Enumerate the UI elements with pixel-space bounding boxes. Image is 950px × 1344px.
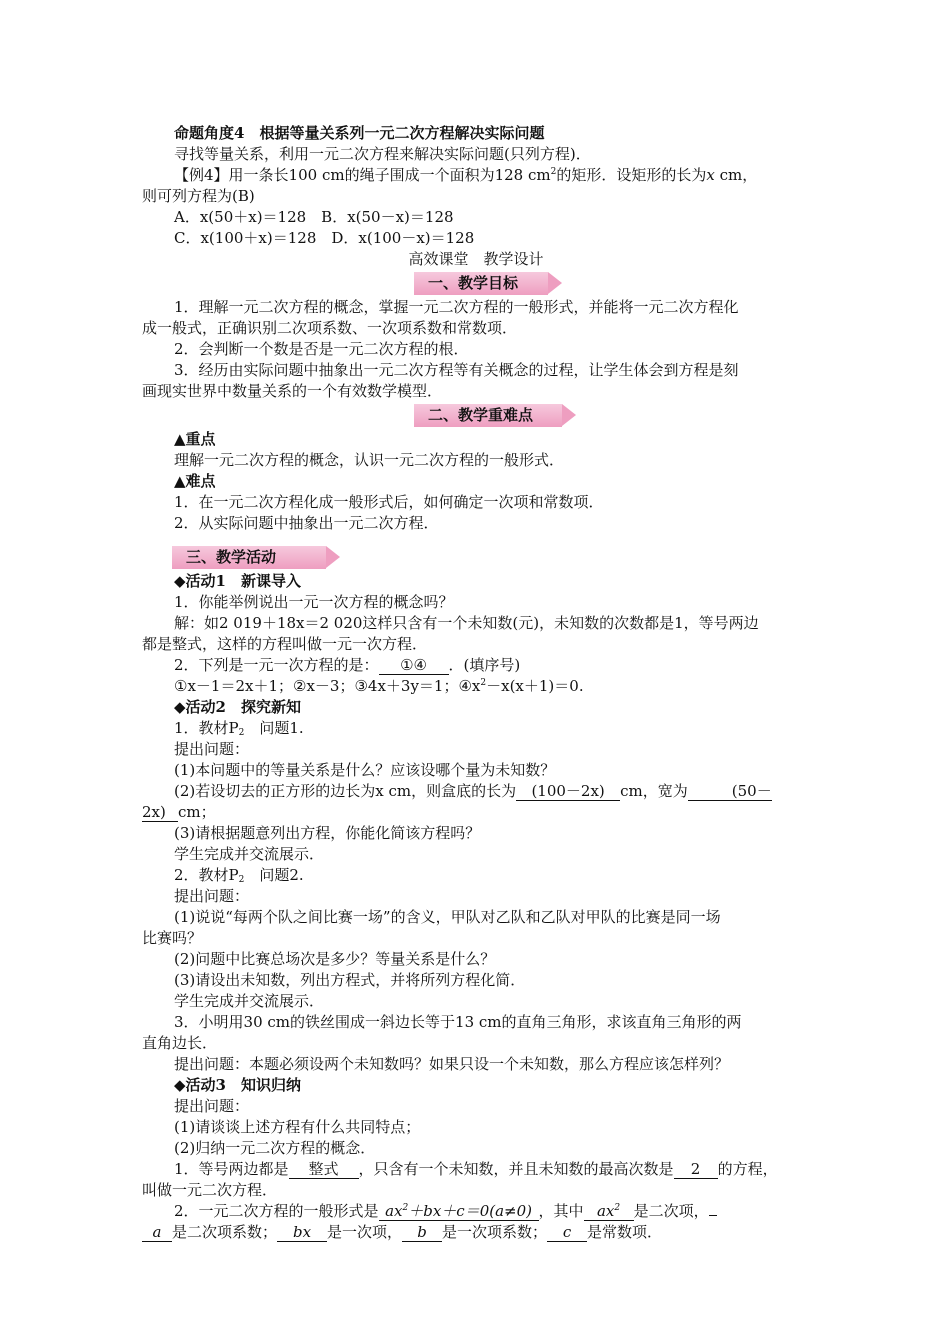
answer-blank: $ax^2$: [584, 1202, 634, 1221]
section-banner-activities: 三、教学活动: [172, 546, 326, 569]
angle-description: 寻找等量关系，利用一元二次方程来解决实际问题(只列方程)．: [174, 145, 591, 163]
activity-1-answer-a: 解：如2 019＋18x＝2 020这样只含有一个未知数(元)，未知数的次数都是1，等号两边: [174, 614, 759, 632]
objective-3a: 3．经历由实际问题中抽象出一元二次方程等有关概念的过程，让学生体会到方程是刻: [174, 361, 739, 379]
activity-1-answer-b: 都是整式，这样的方程叫做一元一次方程．: [142, 635, 428, 653]
answer-blank: 整式: [289, 1160, 359, 1179]
difficulty-label: ▲难点: [174, 472, 216, 490]
activity-2-p3: (3)请设出未知数，列出方程式，并将所列方程化简．: [174, 971, 526, 989]
difficulty-2: 2．从实际问题中抽象出一元二次方程．: [174, 514, 439, 532]
activity-1-q1: 1．你能举例说出一元一次方程的概念吗？: [174, 593, 454, 611]
banner-row-3: [142, 544, 810, 571]
answer-blank: b: [402, 1223, 442, 1242]
activity-3-q1: (1)请谈谈上述方程有什么共同特点；: [174, 1118, 421, 1136]
activity-2-task-1: 1．教材$P_2$ 问题1.: [174, 719, 304, 738]
key-point-text: 理解一元二次方程的概念，认识一元二次方程的一般形式．: [174, 451, 565, 469]
answer-blank: c: [547, 1223, 587, 1242]
example-4-line2: 则可列方程为(B): [142, 187, 255, 205]
activity-2-q2-cont: 2x) cm；: [142, 803, 216, 821]
activity-3-ask: 提出问题：: [174, 1097, 250, 1115]
activity-2-task-2: 2．教材$P_2$ 问题2.: [174, 866, 304, 885]
activity-1-list: ①x－1＝2x＋1；②x－3；③4x＋3y＝1；$④x^2-x(x+1)=0$.: [174, 677, 584, 695]
activity-3-q2: (2)归纳一元二次方程的概念．: [174, 1139, 376, 1157]
document-body: [142, 123, 810, 1243]
activity-2-ask: 提出问题：: [174, 740, 250, 758]
activity-2-q3: (3)请根据题意列出方程，你能化简该方程吗？: [174, 824, 481, 842]
activity-3-summary-2: 2．一元二次方程的一般形式是 $ax^2+bx+c=0(a\ne 0)$ ，其中 $ax^2$ 是二次项，: [142, 1201, 810, 1222]
answer-blank: ①④: [379, 656, 449, 675]
banner-row-1: [142, 270, 810, 297]
objective-3b: 画现实世界中数量关系的一个有效数学模型．: [142, 382, 443, 400]
answer-blank: (100－2x): [516, 782, 620, 801]
activity-2-share-2: 学生完成并交流展示．: [174, 992, 325, 1010]
activity-2-task-3a: 3．小明用30 cm的铁丝围成一斜边长等于13 cm的直角三角形，求该直角三角形的两: [174, 1013, 742, 1031]
activity-1-title: ◆活动1 新课导入: [174, 572, 301, 590]
objective-1b: 成一般式，正确识别二次项系数、一次项系数和常数项．: [142, 319, 518, 337]
activity-2-task-3-question: 提出问题：本题必须设两个未知数吗？如果只设一个未知数，那么方程应该怎样列？: [174, 1055, 730, 1073]
banner-row-2: [142, 402, 810, 429]
activity-2-p1a: (1)说说“每两个队之间比赛一场”的含义，甲队对乙队和乙队对甲队的比赛是同一场: [174, 908, 721, 926]
options-cd: C．x(100＋x)＝128 D．x(100－x)＝128: [174, 229, 475, 247]
options-ab: A．x(50＋x)＝128 B．x(50－x)＝128: [174, 208, 454, 226]
objective-1a: 1．理解一元二次方程的概念，掌握一元二次方程的一般形式，并能将一元二次方程化: [174, 298, 739, 316]
activity-2-task-3b: 直角边长．: [142, 1034, 218, 1052]
answer-blank: (50－: [688, 782, 772, 801]
answer-blank: $ax^2+bx+c=0(a\ne 0)$: [379, 1202, 539, 1221]
answer-blank: a: [142, 1223, 172, 1242]
section-banner-key-points: 二、教学重难点: [414, 404, 562, 427]
section-banner-objectives: 一、教学目标: [414, 272, 548, 295]
activity-3-title: ◆活动3 知识归纳: [174, 1076, 301, 1094]
activity-2-share: 学生完成并交流展示．: [174, 845, 325, 863]
activity-2-q1: (1)本问题中的等量关系是什么？应该设哪个量为未知数？: [174, 761, 556, 779]
activity-3-summary-2-cont: a 是二次项系数； bx 是一次项， b 是一次项系数； c 是常数项．: [142, 1222, 810, 1243]
activity-2-ask-2: 提出问题：: [174, 887, 250, 905]
key-point-label: ▲重点: [174, 430, 216, 448]
activity-3-summary-1: 1．等号两边都是 整式 ，只含有一个未知数，并且未知数的最高次数是 2 的方程，: [174, 1160, 778, 1178]
difficulty-1: 1．在一元二次方程化成一般形式后，如何确定一次项和常数项．: [174, 493, 604, 511]
angle-title: 命题角度4 根据等量关系列一元二次方程解决实际问题: [174, 124, 545, 142]
answer-blank: bx: [277, 1223, 327, 1242]
objective-2: 2．会判断一个数是否是一元二次方程的根．: [174, 340, 469, 358]
activity-2-p1b: 比赛吗？: [142, 929, 203, 947]
activity-2-p2: (2)问题中比赛总场次是多少？等量关系是什么？: [174, 950, 496, 968]
activity-1-q2: 2．下列是一元一次方程的是： ①④ ．(填序号): [174, 656, 521, 674]
activity-3-summary-1-cont: 叫做一元二次方程．: [142, 1181, 278, 1199]
section-heading: 高效课堂 教学设计: [408, 250, 544, 268]
answer-blank: 2x): [142, 803, 178, 822]
activity-2-title: ◆活动2 探究新知: [174, 698, 301, 716]
example-4: 【例4】用一条长100 cm的绳子围成一个面积为128 $cm^2$的矩形．设矩形的长为x cm，: [174, 166, 758, 184]
answer-blank: 2: [674, 1160, 718, 1179]
activity-2-q2: (2)若设切去的正方形的边长为x cm，则盒底的长为 (100－2x) cm，宽为 (50－: [174, 782, 772, 800]
